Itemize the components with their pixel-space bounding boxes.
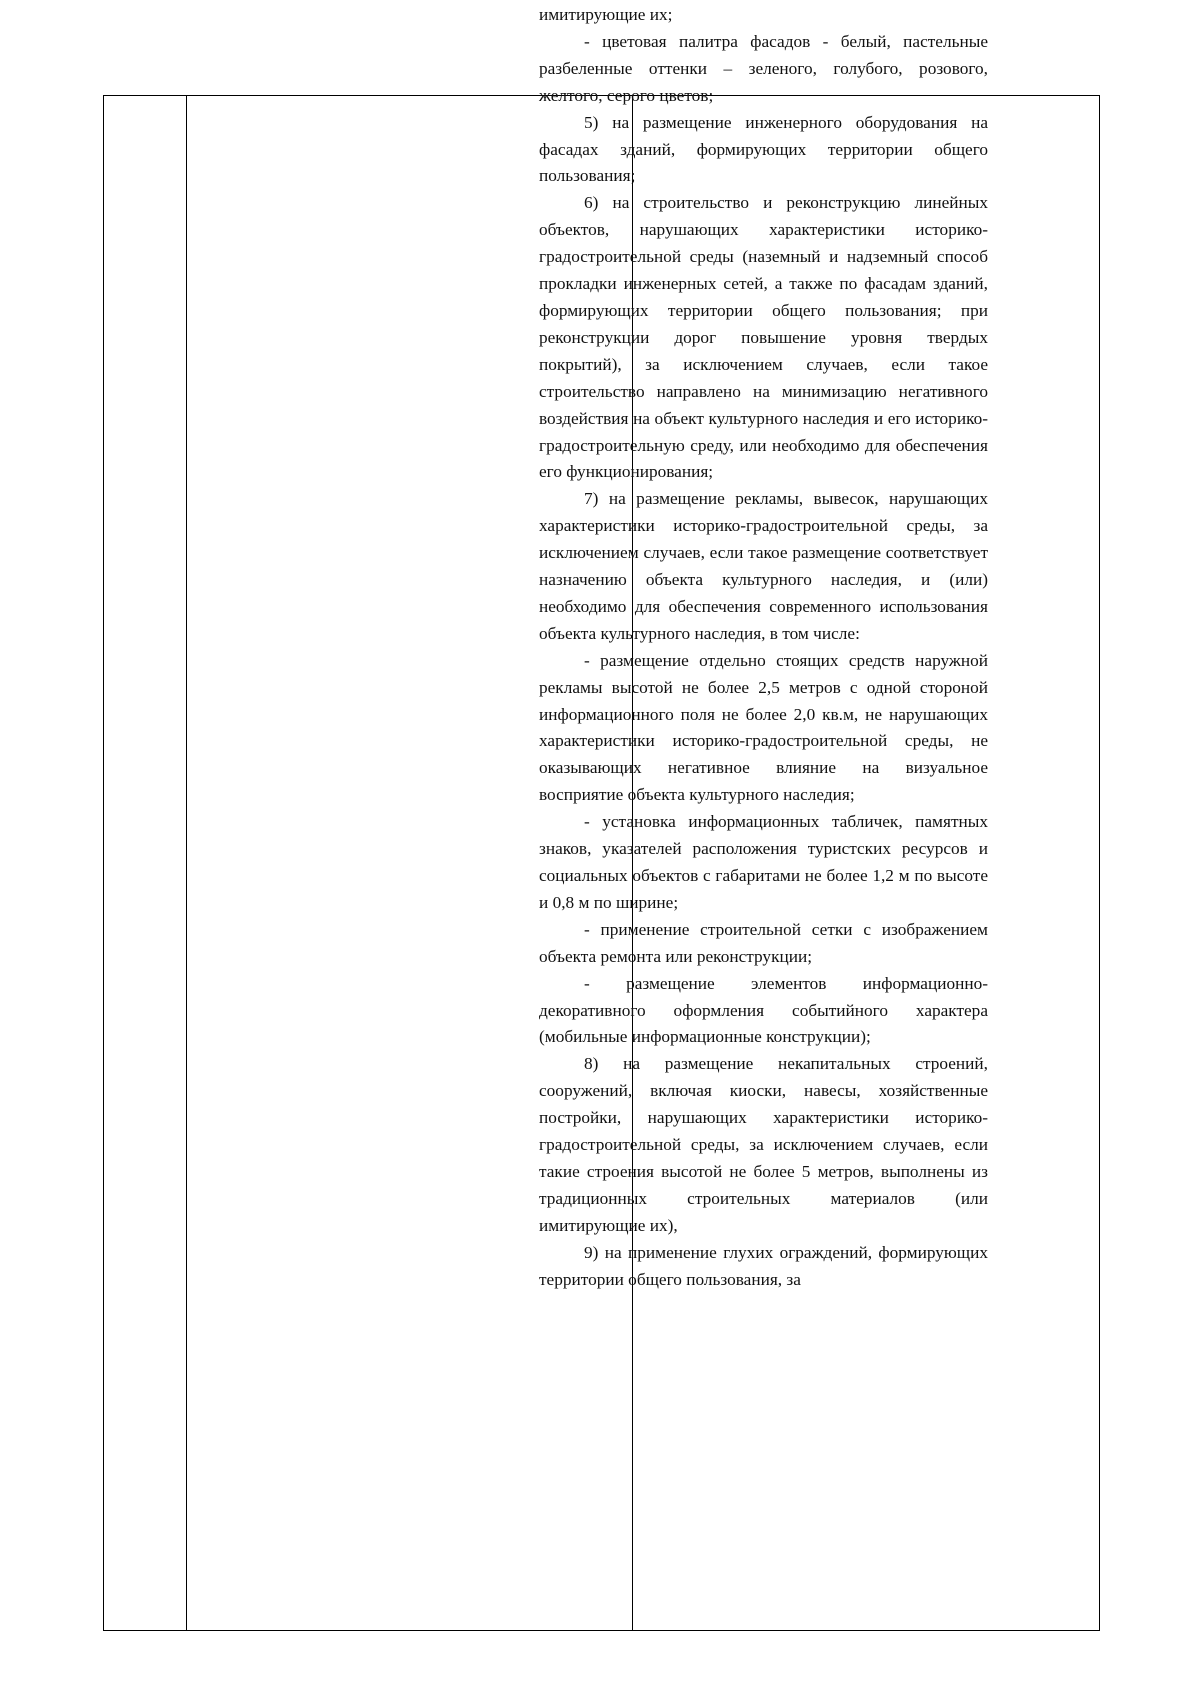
paragraph-item-8: 8) на размещение некапитальных строений, сооружений, включая киоски, навесы, хозяйственные постройки, нарушающих характеристики историко-градостроительной среды, за исключением случаев, если такие строения высотой не более 5 метров, выполнены из традиционных строительных материалов (или имитирующие их), xyxy=(539,1054,988,1235)
paragraph-item-6: 6) на строительство и реконструкцию линейных объектов, нарушающих характеристики историко-градостроительной среды (наземный и надземный способ прокладки инженерных сетей, а также по фасадам зданий, формирующих территории общего пользования; при реконструкции дорог повышение уровня твердых покрытий), за исключением случаев, если такое строительство направлено на минимизацию негативного воздействия на объект культурного наследия и его историко-градостроительную среду, или необходимо для обеспечения его функционирования; xyxy=(539,193,988,482)
paragraph-outdoor-ads: - размещение отдельно стоящих средств наружной рекламы высотой не более 2,5 метров с одной стороной информационного поля не более 2,0 кв.м, не нарушающих характеристики историко-градостроительной среды, не оказывающих негативное влияние на визуальное восприятие объекта культурного наследия; xyxy=(539,650,988,805)
paragraph-item-7: 7) на размещение рекламы, вывесок, нарушающих характеристики историко-градостроительной среды, за исключением случаев, если такое размещение соответствует назначению объекта культурного наследия, и (или) необходимо для обеспечения современного использования объекта культурного наследия, в том числе: xyxy=(539,489,988,643)
paragraph-construction-mesh: - применение строительной сетки с изображением объекта ремонта или реконструкции; xyxy=(539,919,988,966)
paragraph-info-plates: - установка информационных табличек, памятных знаков, указателей расположения туристских ресурсов и социальных объектов с габаритами не более 1,2 м по высоте и 0,8 м по ширине; xyxy=(539,812,988,912)
paragraph-item-9: 9) на применение глухих ограждений, формирующих территории общего пользования, за xyxy=(539,1242,988,1289)
paragraph-continuation: имитирующие их; xyxy=(539,5,673,24)
paragraph-decorative-elements: - размещение элементов информационно-декоративного оформления событийного характера (мобильные информационные конструкции); xyxy=(539,973,988,1047)
column-divider-1 xyxy=(186,96,187,1630)
paragraph-color-palette: - цветовая палитра фасадов - белый, пастельные разбеленные оттенки – зеленого, голубого, розового, желтого, серого цветов; xyxy=(539,31,988,105)
requirements-cell xyxy=(539,2,988,1294)
paragraph-item-5: 5) на размещение инженерного оборудования на фасадах зданий, формирующих территории общего пользования; xyxy=(539,112,988,186)
